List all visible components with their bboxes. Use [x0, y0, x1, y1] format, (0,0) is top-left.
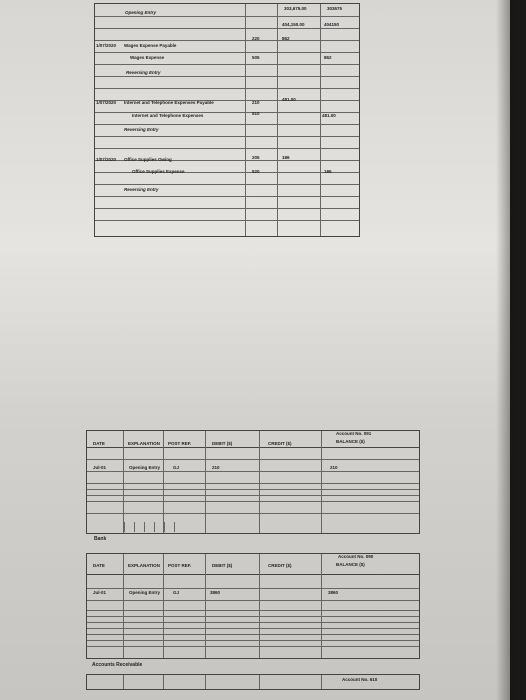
ledger-090-row-balance: 3860 — [328, 590, 339, 595]
ledger-091-row-debit: 210 — [212, 465, 220, 470]
ledger-bank-title: Bank — [94, 536, 107, 542]
ledger-090-account-no: Account No. 090 — [338, 554, 374, 559]
header-value-debit: 303,675.00 — [284, 6, 307, 11]
entry-3-debit-amount: 186 — [282, 155, 290, 160]
ledger-090-header-balance: BALANCE ($) — [336, 562, 365, 567]
entry-2-debit-account: Internet and Telephone Expenses Payable — [124, 100, 214, 105]
entry-1-note: Reversing Entry — [126, 70, 161, 75]
entry-2-note: Reversing Entry — [124, 127, 159, 132]
ledger-091-tick-marks — [124, 522, 184, 532]
entry-2-date: 1/07/2020 — [96, 100, 117, 105]
entry-3-credit-ref: 520 — [252, 169, 260, 174]
entry-2-credit-amount: 481.00 — [322, 113, 336, 118]
entry-2-credit-ref: 510 — [252, 111, 260, 116]
entry-3-date: 1/07/2020 — [96, 157, 117, 162]
entry-2-debit-amount: 481.00 — [282, 97, 296, 102]
header-value-credit: 303675 — [327, 6, 343, 11]
ledger-091-row-date: Jul-01 — [93, 465, 107, 470]
ledger-090-header-post-ref: POST REF. — [168, 563, 192, 568]
ledger-091-header-post-ref: POST REF. — [168, 441, 192, 446]
ledger-090-header-debit: DEBIT ($) — [212, 563, 233, 568]
ledger-091-row-balance: 210 — [330, 465, 338, 470]
ledger-091-header-explanation: EXPLANATION — [128, 441, 160, 446]
ledger-090-row-post-ref: GJ — [173, 590, 180, 595]
opening-value-credit: 404150 — [324, 22, 340, 27]
entry-1-credit-amount: 862 — [324, 55, 332, 60]
ledger-091-header-balance: BALANCE ($) — [336, 439, 365, 444]
paper-edge-shadow — [496, 0, 526, 700]
entry-3-credit-amount: 186 — [324, 169, 332, 174]
ledger-090-row-explanation: Opening Entry — [129, 590, 161, 595]
ledger-090-header-credit: CREDIT ($) — [268, 563, 292, 568]
entry-3-debit-account: Office Supplies Owing — [124, 157, 172, 162]
opening-value-debit: 404,150.00 — [282, 22, 305, 27]
entry-1-debit-ref: 220 — [252, 36, 260, 41]
general-journal-credit-column — [318, 3, 360, 237]
ledger-accounts-receivable-title: Accounts Receivable — [92, 662, 143, 668]
entry-3-debit-ref: 205 — [252, 155, 260, 160]
ledger-090-row-date: Jul-01 — [93, 590, 107, 595]
ledger-091-row-post-ref: GJ — [173, 465, 180, 470]
ledger-090-row-debit: 3860 — [210, 590, 221, 595]
ledger-091-row-explanation: Opening Entry — [129, 465, 161, 470]
opening-entry-label: Opening Entry — [125, 10, 157, 15]
entry-2-debit-ref: 210 — [252, 100, 260, 105]
entry-1-debit-amount: 862 — [282, 36, 290, 41]
ledger-091-account-no: Account No. 091 — [336, 431, 372, 436]
entry-1-credit-account: Wages Expense — [130, 55, 165, 60]
ledger-090-header-explanation: EXPLANATION — [128, 563, 160, 568]
ledger-091-header-date: DATE — [93, 441, 105, 446]
ledger-610-account-no: Account No. 610 — [342, 677, 378, 682]
entry-1-credit-ref: 505 — [252, 55, 260, 60]
ledger-091-header-credit: CREDIT ($) — [268, 441, 292, 446]
entry-2-credit-account: Internet and Telephone Expenses — [132, 113, 204, 118]
entry-1-date: 1/07/2020 — [96, 43, 117, 48]
entry-1-debit-account: Wages Expense Payable — [124, 43, 177, 48]
entry-3-credit-account: Office Supplies Expense — [132, 169, 185, 174]
ledger-090-header-date: DATE — [93, 563, 105, 568]
entry-3-note: Reversing Entry — [124, 187, 159, 192]
ledger-091-header-debit: DEBIT ($) — [212, 441, 233, 446]
